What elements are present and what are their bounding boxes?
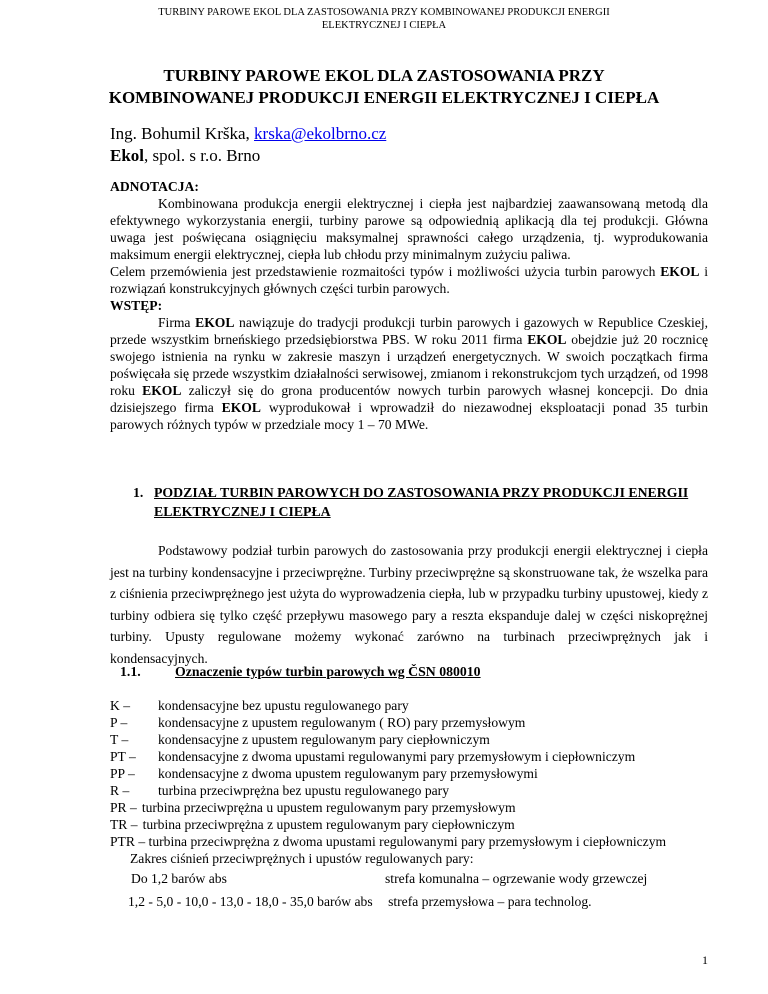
annotation-section [110, 178, 708, 433]
list-item [110, 714, 708, 731]
pressure-zone: strefa przemysłowa – para technolog. [388, 894, 592, 909]
type-description: turbina przeciwprężna z dwoma upustami regulowanymi pary przemysłowym i ciepłowniczym [148, 834, 667, 849]
type-description: kondensacyjne bez upustu regulowanego pary [158, 698, 409, 713]
brand-name: EKOL [527, 332, 567, 347]
pressure-value: 1,2 - 5,0 - 10,0 - 13,0 - 18,0 - 35,0 barów abs [128, 894, 373, 909]
brand-name: EKOL [221, 400, 261, 415]
brand-name: EKOL [142, 383, 182, 398]
section-title: PODZIAŁ TURBIN PAROWYCH DO ZASTOSOWANIA PRZY PRODUKCJI ENERGII ELEKTRYCZNEJ I CIEPŁA [154, 485, 689, 519]
type-description: kondensacyjne z dwoma upustami regulowanymi pary przemysłowym i ciepłowniczym [158, 749, 636, 764]
text-run: obejdzie już 20 rocznicę swojego istnienia na rynku w zakresie maszyn i urządzeń energetycznych. W swoich początkach firma poświęcała się przede wszystkim działalności serwisowej, zmianom i rekonstrukcjom tych urządzeń, od 1998 roku [110, 332, 709, 398]
author-line [110, 123, 386, 145]
annotation-paragraph: Kombinowana produkcja energii elektrycznej i ciepła jest najbardziej zaawansowaną metodą dla efektywnego wykorzystania energii, turbiny parowe są odpowiednią aplikacją dla tej produkcji. Główna uwaga jest poświęcana osiągnięciu maksymalnej sprawności całego urządzenia, tj. wyprodukowania maksimum energii elektrycznej, ciepła lub chłodu przy minimalnym zużyciu paliwa. [110, 196, 708, 262]
text-run: i rozwiązań konstrukcyjnych głównych części turbin parowych. [110, 264, 708, 296]
type-description: turbina przeciwprężna u upustem regulowanym pary przemysłowym [141, 800, 516, 815]
type-description: kondensacyjne z upustem regulowanym pary ciepłowniczym [158, 732, 490, 747]
type-code: R – [110, 783, 130, 798]
author-block [110, 123, 386, 167]
type-code: PT – [110, 749, 136, 764]
type-description: kondensacyjne z upustem regulowanym ( RO) pary przemysłowym [158, 715, 526, 730]
list-item [110, 816, 708, 833]
list-item [110, 833, 708, 850]
pressure-ranges-intro: Zakres ciśnień przeciwprężnych i upustów regulowanych pary: [130, 851, 474, 866]
type-description: turbina przeciwprężna bez upustu regulowanego pary [158, 783, 450, 798]
page-number: 1 [702, 953, 708, 967]
pressure-zone: strefa komunalna – ogrzewanie wody grzewczej [385, 871, 648, 886]
type-description: turbina przeciwprężna z upustem regulowanym pary ciepłowniczym [142, 817, 515, 832]
annotation-paragraph [110, 263, 708, 297]
intro-paragraph [110, 314, 708, 433]
turbine-type-list [110, 697, 708, 867]
type-code: PP – [110, 766, 135, 781]
list-item [110, 765, 708, 782]
list-item [110, 799, 708, 816]
type-code: T – [110, 732, 129, 747]
type-description: kondensacyjne z dwoma upustem regulowanym pary przemysłowymi [158, 766, 538, 781]
list-item [110, 748, 708, 765]
text-run: zaliczył się do grona producentów nowych turbin parowych własnej koncepcji. Do dnia dzisiejszego firma [110, 383, 708, 415]
author-name: Ing. Bohumil Krška, [110, 124, 255, 143]
pressure-range-row [128, 893, 592, 910]
running-header-line: TURBINY PAROWE EKOL DLA ZASTOSOWANIA PRZY KOMBINOWANEJ PRODUKCJI ENERGII [158, 7, 610, 18]
running-header [60, 6, 708, 32]
company-line [110, 145, 386, 167]
list-item [110, 731, 708, 748]
text-run: wyprodukował i wprowadził do niezawodnej eksploatacji ponad 35 turbin parowych różnych typów w przedziale mocy 1 – 70 MWe. [110, 400, 709, 432]
type-code: PTR – [110, 834, 146, 849]
author-email-link[interactable]: krska@ekolbrno.cz [254, 124, 387, 143]
text-run: nawiązuje do tradycji produkcji turbin parowych i gazowych w Republice Czeskiej, przede wszystkim brneńskiego przedsiębiorstwa PBS. W roku 2011 firma [110, 315, 708, 347]
brand-name: EKOL [660, 264, 700, 279]
subsection-title: Oznaczenie typów turbin parowych wg ČSN 080010 [175, 664, 481, 679]
intro-label: WSTĘP: [110, 298, 163, 313]
list-item [110, 782, 708, 799]
pressure-value: Do 1,2 barów abs [131, 871, 227, 886]
document-title [60, 65, 708, 109]
text-run: Celem przemówienia jest przedstawienie rozmaitości typów i możliwości użycia turbin parowych [110, 264, 661, 279]
company-name: Ekol [110, 146, 145, 165]
title-line: TURBINY PAROWE EKOL DLA ZASTOSOWANIA PRZY [163, 66, 605, 85]
type-code: TR – [110, 817, 138, 832]
type-code: PR – [110, 800, 137, 815]
section-number: 1. [133, 485, 144, 500]
company-suffix: , spol. s r.o. Brno [144, 146, 261, 165]
type-code: K – [110, 698, 131, 713]
brand-name: EKOL [195, 315, 235, 330]
pressure-range-row [131, 870, 648, 887]
title-line: KOMBINOWANEJ PRODUKCJI ENERGII ELEKTRYCZNEJ I CIEPŁA [108, 88, 660, 107]
text-run: Firma [158, 315, 196, 330]
type-code: P – [110, 715, 128, 730]
list-item [110, 697, 708, 714]
section-paragraph: Podstawowy podział turbin parowych do zastosowania przy produkcji energii elektrycznej i ciepła jest na turbiny kondensacyjne i przeciwprężne. Turbiny przeciwprężne są skonstruowane tak, że wszelka para z ciśnienia przeciwprężnego jest użyta do wyprowadzenia ciepła, lub w przypadku turbiny upustowej, kiedy z turbiny odbiera się tylko część przepływu masowego pary a reszta ekspanduje dalej w części niskoprężnej turbiny. Upusty regulowane możemy wykonać zarówno na turbinach przeciwprężnych jak i kondensacyjnych. [110, 543, 708, 666]
subsection-number: 1.1. [120, 664, 141, 679]
annotation-label: ADNOTACJA: [110, 179, 199, 194]
running-header-line: ELEKTRYCZNEJ I CIEPŁA [321, 20, 447, 31]
